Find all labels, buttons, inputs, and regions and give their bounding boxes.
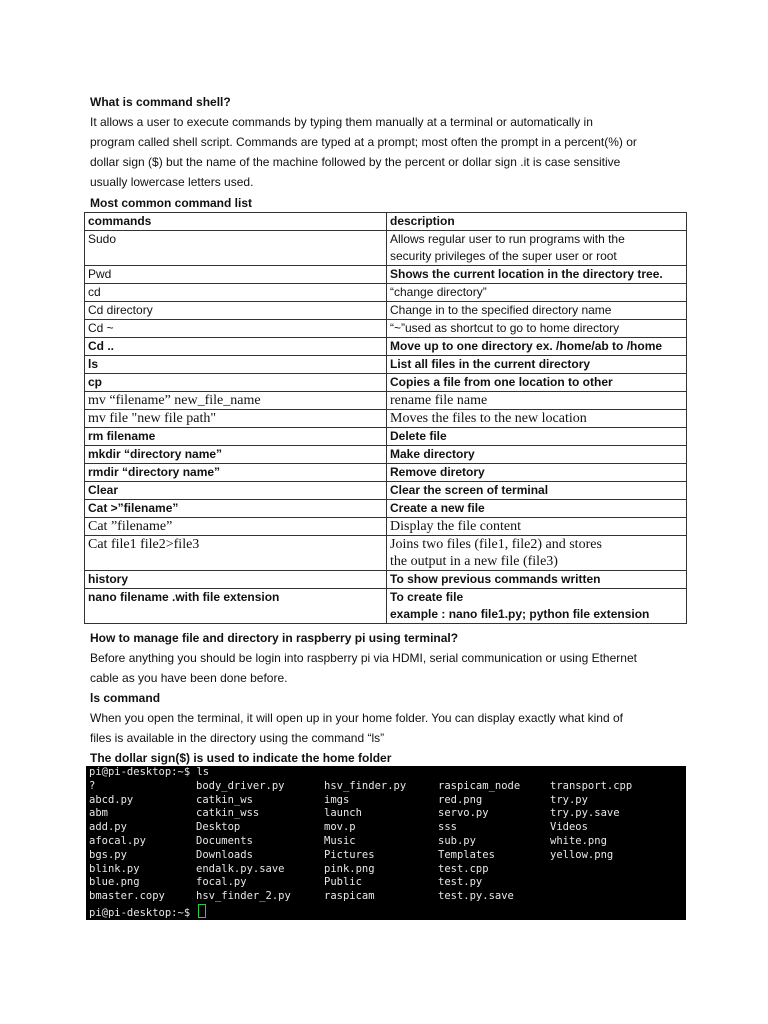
- table-cell-command: Sudo: [85, 231, 387, 266]
- prompt-text: pi@pi-desktop:~$: [89, 907, 197, 919]
- terminal-file-entry: imgs: [324, 793, 350, 806]
- table-row: [85, 338, 687, 356]
- description-line: example : nano file1.py; python file extension: [390, 607, 650, 621]
- table-row: [85, 446, 687, 464]
- table-cell-description: Remove diretory: [387, 464, 687, 482]
- table-cell-description: Move up to one directory ex. /home/ab to /home: [387, 338, 687, 356]
- intro-line: program called shell script. Commands are typed at a prompt; most often the prompt in a percent(%) or: [90, 135, 637, 149]
- terminal-file-entry: body_driver.py: [196, 779, 285, 792]
- table-cell-command: rm filename: [85, 428, 387, 446]
- terminal-file-entry: abcd.py: [89, 793, 134, 806]
- table-cell-command: Pwd: [85, 266, 387, 284]
- terminal-file-entry: servo.py: [438, 807, 489, 820]
- heading-ls-command: ls command: [90, 691, 161, 705]
- table-header: commands: [85, 213, 387, 231]
- description-line: the output in a new file (file3): [390, 554, 558, 569]
- terminal-file-entry: raspicam_node: [438, 779, 521, 792]
- table-cell-command: Cat file1 file2>file3: [85, 536, 387, 571]
- terminal-file-entry: Videos: [550, 821, 588, 834]
- table-row: [85, 410, 687, 428]
- terminal-file-entry: transport.cpp: [550, 779, 633, 792]
- terminal-file-entry: catkin_ws: [196, 793, 253, 806]
- cursor-block[interactable]: [198, 904, 206, 918]
- ls-line: files is available in the directory using the command “ls”: [90, 731, 385, 745]
- terminal-file-entry: ?: [89, 779, 96, 792]
- table-cell-command: history: [85, 571, 387, 589]
- table-cell-command: cd: [85, 284, 387, 302]
- terminal-file-entry: Public: [324, 876, 362, 889]
- description-line: To create file: [390, 590, 464, 604]
- terminal-file-entry: endalk.py.save: [196, 862, 285, 875]
- terminal-file-entry: yellow.png: [550, 848, 614, 861]
- terminal-file-entry: hsv_finder_2.py: [196, 890, 291, 903]
- table-cell-command: mv “filename” new_file_name: [85, 392, 387, 410]
- terminal-prompt-line: pi@pi-desktop:~$ ls: [89, 766, 210, 778]
- table-cell-command: Cat ”filename”: [85, 518, 387, 536]
- terminal-file-entry: sss: [438, 821, 457, 834]
- table-row: [85, 374, 687, 392]
- terminal-file-entry: launch: [324, 807, 362, 820]
- terminal-file-entry: Desktop: [196, 821, 241, 834]
- terminal-file-entry: focal.py: [196, 876, 247, 889]
- terminal-file-entry: mov.p: [324, 821, 356, 834]
- table-cell-description: List all files in the current directory: [387, 356, 687, 374]
- table-row: [85, 482, 687, 500]
- terminal-file-entry: catkin_wss: [196, 807, 260, 820]
- table-row: [85, 571, 687, 589]
- table-cell-command: Cd ..: [85, 338, 387, 356]
- table-cell-command: Clear: [85, 482, 387, 500]
- table-row: [85, 231, 687, 266]
- table-cell-description: rename file name: [387, 392, 687, 410]
- table-cell-description: Shows the current location in the directory tree.: [387, 266, 687, 284]
- table-cell-command: mv file "new file path": [85, 410, 387, 428]
- terminal-file-entry: try.py: [550, 793, 588, 806]
- table-row: [85, 284, 687, 302]
- table-cell-description: Change in to the specified directory name: [387, 302, 687, 320]
- table-cell-description: [387, 536, 687, 571]
- terminal-file-entry: test.py: [438, 876, 483, 889]
- table-row: [85, 464, 687, 482]
- manage-line: cable as you have been done before.: [90, 671, 288, 685]
- terminal-file-entry: try.py.save: [550, 807, 620, 820]
- heading-command-shell: What is command shell?: [90, 95, 231, 109]
- table-cell-command: Cd directory: [85, 302, 387, 320]
- heading-dollar-sign: The dollar sign($) is used to indicate the home folder: [90, 751, 392, 765]
- table-cell-description: “change directory”: [387, 284, 687, 302]
- terminal-file-entry: Downloads: [196, 848, 253, 861]
- description-line: Joins two files (file1, file2) and stores: [390, 537, 602, 552]
- table-header-row: [85, 213, 687, 231]
- description-line: Allows regular user to run programs with the: [390, 232, 625, 246]
- table-cell-command: Cd ~: [85, 320, 387, 338]
- table-cell-description: Copies a file from one location to other: [387, 374, 687, 392]
- table-cell-description: Delete file: [387, 428, 687, 446]
- table-cell-command: nano filename .with file extension: [85, 589, 387, 624]
- manage-line: Before anything you should be login into raspberry pi via HDMI, serial communication or using Ethernet: [90, 651, 637, 665]
- terminal-file-entry: Templates: [438, 848, 495, 861]
- table-row: [85, 320, 687, 338]
- terminal-file-entry: white.png: [550, 835, 607, 847]
- command-table: [84, 212, 687, 624]
- table-cell-command: mkdir “directory name”: [85, 446, 387, 464]
- table-row: [85, 500, 687, 518]
- terminal-file-entry: abm: [89, 807, 108, 820]
- terminal-file-entry: pink.png: [324, 862, 375, 875]
- terminal-file-entry: bmaster.copy: [89, 890, 165, 903]
- table-cell-command: Cat >”filename”: [85, 500, 387, 518]
- intro-line: usually lowercase letters used.: [90, 175, 254, 189]
- table-row: [85, 536, 687, 571]
- table-row: [85, 392, 687, 410]
- table-cell-description: [387, 589, 687, 624]
- table-cell-description: “~”used as shortcut to go to home directory: [387, 320, 687, 338]
- terminal-file-entry: hsv_finder.py: [324, 779, 407, 792]
- table-row: [85, 302, 687, 320]
- terminal-file-entry: bgs.py: [89, 848, 127, 861]
- table-cell-description: Display the file content: [387, 518, 687, 536]
- terminal-file-entry: blue.png: [89, 876, 140, 889]
- table-row: [85, 589, 687, 624]
- intro-line: dollar sign ($) but the name of the machine followed by the percent or dollar sign .it is case sensitive: [90, 155, 621, 169]
- table-row: [85, 266, 687, 284]
- table-header: description: [387, 213, 687, 231]
- description-line: security privileges of the super user or root: [390, 249, 617, 263]
- ls-line: When you open the terminal, it will open up in your home folder. You can display exactly what kind of: [90, 711, 623, 725]
- table-row: [85, 428, 687, 446]
- terminal-file-entry: add.py: [89, 821, 127, 834]
- terminal-final-prompt: [89, 904, 206, 920]
- table-cell-description: To show previous commands written: [387, 571, 687, 589]
- terminal-file-entry: Music: [324, 835, 356, 847]
- table-cell-description: Create a new file: [387, 500, 687, 518]
- terminal-file-entry: red.png: [438, 793, 483, 806]
- terminal-screenshot: [86, 766, 686, 920]
- terminal-file-entry: test.py.save: [438, 890, 514, 903]
- terminal-file-entry: test.cpp: [438, 862, 489, 875]
- intro-line: It allows a user to execute commands by typing them manually at a terminal or automatically in: [90, 115, 593, 129]
- table-row: [85, 518, 687, 536]
- table-cell-description: [387, 231, 687, 266]
- table-cell-command: rmdir “directory name”: [85, 464, 387, 482]
- heading-manage-files: How to manage file and directory in raspberry pi using terminal?: [90, 631, 459, 645]
- table-cell-command: cp: [85, 374, 387, 392]
- terminal-file-entry: Pictures: [324, 848, 375, 861]
- terminal-file-entry: Documents: [196, 835, 253, 847]
- table-row: [85, 356, 687, 374]
- terminal-file-entry: raspicam: [324, 890, 375, 903]
- table-cell-description: Moves the files to the new location: [387, 410, 687, 428]
- terminal-file-entry: afocal.py: [89, 835, 146, 847]
- terminal-file-entry: blink.py: [89, 862, 140, 875]
- heading-command-list: Most common command list: [90, 196, 253, 210]
- table-cell-description: Make directory: [387, 446, 687, 464]
- table-cell-command: ls: [85, 356, 387, 374]
- terminal-file-entry: sub.py: [438, 835, 476, 847]
- table-cell-description: Clear the screen of terminal: [387, 482, 687, 500]
